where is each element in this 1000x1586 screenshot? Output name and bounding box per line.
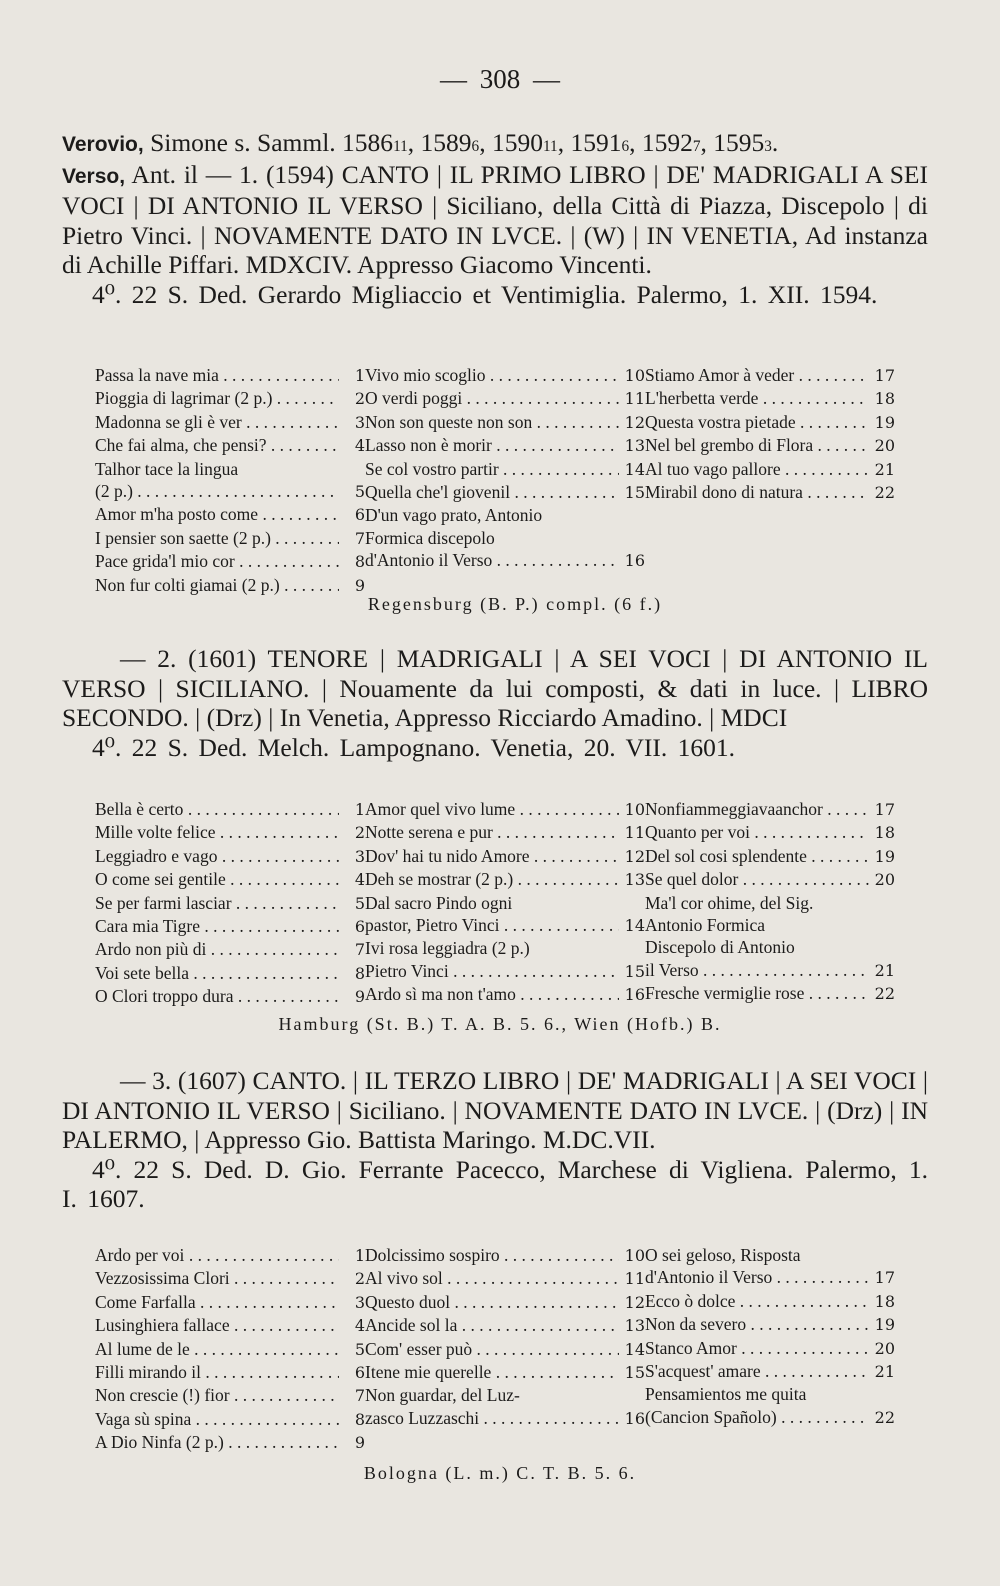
- index-entry: [645, 982, 895, 1005]
- index-entry-title: Voi sete bella . . .: [95, 962, 339, 984]
- index-entry: [95, 845, 365, 868]
- index-entry-number: 20: [874, 436, 895, 456]
- index-entry: [365, 960, 645, 983]
- index-entry-number: 17: [874, 800, 895, 819]
- index-entry-title: Ardo per voi . . .: [95, 1244, 339, 1266]
- index-entry: [365, 1338, 645, 1361]
- index-entry-number: 3: [354, 412, 365, 432]
- index-entry-title: Itene mie querelle . . .: [365, 1361, 619, 1383]
- index-entry: [645, 1313, 895, 1336]
- index-entry-title: A Dio Ninfa (2 p.) . . .: [95, 1431, 339, 1453]
- index-entry: [645, 1266, 895, 1289]
- index-entry-number: 8: [354, 552, 365, 572]
- index-entry-number: 1: [354, 1246, 365, 1265]
- index-entry-title: Questo duol . . .: [365, 1291, 619, 1313]
- verovio-name: Verovio,: [62, 133, 144, 156]
- index-entry-number: 1: [354, 800, 365, 819]
- index-entry: [95, 387, 365, 410]
- index-entry-number: 9: [354, 987, 365, 1007]
- index-entry-title: Se per farmi lasciar . . .: [95, 892, 339, 914]
- index-entry-number: 14: [624, 459, 645, 479]
- index-entry-title: Stiamo Amor à veder . . .: [645, 364, 869, 386]
- book1-col2: [365, 364, 645, 597]
- index-entry-title: Ecco ò dolce . . .: [645, 1290, 869, 1312]
- index-entry-number: 21: [874, 459, 895, 479]
- index-entry-number: 12: [624, 1292, 645, 1312]
- index-entry: [645, 868, 895, 891]
- index-entry-number: 19: [874, 846, 895, 866]
- index-entry-title: I pensier son saette (2 p.) . . .: [95, 527, 339, 549]
- book2-col1: [95, 798, 365, 1009]
- index-entry: [95, 821, 365, 844]
- index-entry-title: Se col vostro partir . . .: [365, 458, 619, 480]
- index-entry: [645, 914, 895, 936]
- index-entry-title: Ardo non più di . . .: [95, 938, 339, 960]
- index-entry-title: Vaga sù spina . . .: [95, 1408, 339, 1430]
- book1-title: Verso, Ant. il — 1. (1594) CANTO | IL PRIMO LIBRO | DE' MADRIGALI A SEI VOCI | DI ANTONIO IL VERSO | Siciliano, della Città di Piazza, Discepolo | di Pietro Vinci. | NOVAMENTE DATO IN LVCE. | (W) | IN VENETIA, Ad instanza di Achille Piffari. MDXCIV. Appresso Giacomo Vincenti.: [62, 159, 928, 279]
- index-entry-number: 19: [874, 412, 895, 432]
- index-entry-number: 5: [354, 893, 365, 913]
- index-entry-title: Nonfiammeggiavaanchor . . .: [645, 798, 869, 820]
- index-entry: [95, 892, 365, 915]
- verso-name: Verso,: [62, 164, 126, 188]
- index-entry-title: Che fai alma, che pensi? . . .: [95, 434, 339, 456]
- index-entry-number: 8: [354, 1409, 365, 1429]
- index-entry-number: 4: [354, 1316, 365, 1336]
- index-entry-title: il Verso . . .: [645, 959, 869, 981]
- index-entry-number: 8: [354, 963, 365, 983]
- index-entry-number: 5: [354, 482, 365, 502]
- index-entry-title: D'un vago prato, Antonio: [365, 505, 543, 526]
- index-entry-title: Del sol cosi splendente . . .: [645, 845, 869, 867]
- index-entry-title: Dolcissimo sospiro . . .: [365, 1244, 619, 1266]
- index-entry: [365, 481, 645, 504]
- book1-col1: [95, 364, 365, 597]
- index-entry-number: 16: [624, 1408, 645, 1428]
- index-entry: [645, 1383, 895, 1405]
- index-entry: [95, 962, 365, 985]
- index-entry-number: 1: [354, 366, 365, 385]
- index-entry-title: Non guardar, del Luz-: [365, 1385, 520, 1406]
- book3-location: Bologna (L. m.) C. T. B. 5. 6.: [363, 1463, 637, 1483]
- index-entry-title: Bella è certo . . .: [95, 798, 339, 820]
- index-entry: [645, 481, 895, 504]
- index-entry-title: pastor, Pietro Vinci . . .: [365, 914, 619, 936]
- book3-col3: [645, 1244, 895, 1455]
- index-entry-title: Mirabil dono di natura . . .: [645, 481, 869, 503]
- index-entry-number: 21: [874, 1362, 895, 1382]
- bibliography-entry-2: [62, 644, 928, 762]
- index-entry: [645, 892, 895, 914]
- index-entry-title: Deh se mostrar (2 p.) . . .: [365, 868, 619, 890]
- index-entry: [365, 504, 645, 526]
- index-entry-title: Amor m'ha posto come . . .: [95, 503, 339, 525]
- index-entry: [365, 1291, 645, 1314]
- index-entry-number: 18: [874, 389, 895, 409]
- index-entry-title: Al lume de le . . .: [95, 1338, 339, 1360]
- index-entry: [365, 1244, 645, 1267]
- index-entry: [365, 937, 645, 959]
- index-entry-title: Dal sacro Pindo ogni: [365, 892, 513, 913]
- index-entry: [645, 959, 895, 982]
- index-entry-number: 12: [624, 412, 645, 432]
- index-entry: [365, 411, 645, 434]
- index-entry-number: 18: [874, 1291, 895, 1311]
- index-entry: [365, 387, 645, 410]
- book3-index: [95, 1244, 895, 1455]
- index-entry-title: Discepolo di Antonio: [645, 937, 795, 958]
- index-entry-number: 5: [354, 1339, 365, 1359]
- index-entry: [365, 892, 645, 914]
- index-entry-number: 16: [624, 985, 645, 1005]
- index-entry: [95, 1244, 365, 1267]
- bibliography-entry-3: [62, 1066, 928, 1214]
- index-entry-number: 6: [354, 1363, 365, 1383]
- index-entry: [365, 845, 645, 868]
- index-entry-title: Talhor tace la lingua: [95, 458, 239, 479]
- index-entry-title: Leggiadro e vago . . .: [95, 845, 339, 867]
- index-entry-title: Formica discepolo: [365, 527, 495, 548]
- index-entry-title: Quella che'l giovenil . . .: [365, 481, 619, 503]
- index-entry-title: L'herbetta verde . . .: [645, 387, 869, 409]
- index-entry-number: 18: [874, 823, 895, 843]
- index-entry: [365, 1384, 645, 1406]
- index-entry-title: Com' esser può . . .: [365, 1338, 619, 1360]
- book2-location: Hamburg (St. B.) T. A. B. 5. 6., Wien (Hofb.) B.: [278, 1014, 722, 1034]
- book1-col3: [645, 364, 895, 597]
- index-entry: [645, 798, 895, 821]
- index-entry-number: 7: [354, 528, 365, 548]
- index-entry: [95, 364, 365, 387]
- index-entry-title: O Clori troppo dura . . .: [95, 985, 339, 1007]
- page-number: — 308 —: [440, 64, 560, 94]
- index-entry-number: 22: [874, 984, 895, 1004]
- index-entry: [645, 434, 895, 457]
- index-entry-number: 17: [874, 1268, 895, 1288]
- index-entry-number: 20: [874, 1338, 895, 1358]
- index-entry-number: 19: [874, 1315, 895, 1335]
- book2-format: 4⁰. 22 S. Ded. Melch. Lampognano. Venetia, 20. VII. 1601.: [92, 732, 736, 762]
- index-entry: [95, 1408, 365, 1431]
- index-entry-title: S'acquest' amare . . .: [645, 1360, 869, 1382]
- index-entry-number: 3: [354, 846, 365, 866]
- book1-format: 4⁰. 22 S. Ded. Gerardo Migliaccio et Ventimiglia. Palermo, 1. XII. 1594.: [92, 279, 878, 309]
- index-entry-number: 11: [624, 1269, 645, 1289]
- book1-location: Regensburg (B. P.) compl. (6 f.): [367, 594, 663, 614]
- book2-col2: [365, 798, 645, 1009]
- index-entry: [365, 549, 645, 572]
- book3-col2: [365, 1244, 645, 1455]
- index-entry: [95, 527, 365, 550]
- index-entry-number: 7: [354, 1386, 365, 1406]
- index-entry: [645, 1290, 895, 1313]
- index-entry-number: 10: [624, 1246, 645, 1265]
- index-entry-number: 10: [624, 366, 645, 385]
- index-entry: [95, 503, 365, 526]
- index-entry-title: Non son queste non son . . .: [365, 411, 619, 433]
- index-entry-number: 17: [874, 366, 895, 385]
- index-entry-title: Ardo sì ma non t'amo . . .: [365, 983, 619, 1005]
- index-entry: [95, 1267, 365, 1290]
- index-entry-number: 4: [354, 870, 365, 890]
- index-entry-number: 3: [354, 1292, 365, 1312]
- index-entry: [95, 550, 365, 573]
- index-entry-title: zasco Luzzaschi . . .: [365, 1407, 619, 1429]
- index-entry-number: 6: [354, 505, 365, 525]
- index-entry: [645, 458, 895, 481]
- index-entry-title: Non crescie (!) fior . . .: [95, 1384, 339, 1406]
- index-entry-title: (Cancion Spañolo) . . .: [645, 1406, 869, 1428]
- index-entry-title: Vezzosissima Clori . . .: [95, 1267, 339, 1289]
- index-entry: [645, 387, 895, 410]
- index-entry: [95, 868, 365, 891]
- index-entry-title: Lusinghiera fallace . . .: [95, 1314, 339, 1336]
- index-entry: [95, 411, 365, 434]
- index-entry: [95, 1361, 365, 1384]
- index-entry-number: 2: [354, 823, 365, 843]
- index-entry: [95, 1338, 365, 1361]
- book1-index: [95, 364, 895, 597]
- book3-format: 4⁰. 22 S. Ded. D. Gio. Ferrante Pacecco, Marchese di Vigliena. Palermo, 1. I. 1607.: [62, 1154, 928, 1213]
- index-entry-title: Amor quel vivo lume . . .: [365, 798, 619, 820]
- index-entry: [645, 821, 895, 844]
- index-entry-title: Pensamientos me quita: [645, 1384, 807, 1405]
- book2-col3: [645, 798, 895, 1009]
- index-entry: [365, 458, 645, 481]
- index-entry: [365, 983, 645, 1006]
- index-entry-title: Questa vostra pietade . . .: [645, 411, 869, 433]
- index-entry: [95, 938, 365, 961]
- index-entry-title: (2 p.) . . .: [95, 480, 339, 502]
- index-entry-title: Passa la nave mia . . .: [95, 364, 339, 386]
- index-entry-title: Quanto per voi . . .: [645, 821, 869, 843]
- index-entry: [95, 1314, 365, 1337]
- index-entry-number: 11: [624, 823, 645, 843]
- index-entry-number: 9: [354, 575, 365, 595]
- index-entry-number: 2: [354, 389, 365, 409]
- index-entry-number: 14: [624, 1339, 645, 1359]
- index-entry-number: 7: [354, 940, 365, 960]
- index-entry: [645, 411, 895, 434]
- index-entry-title: Pace grida'l mio cor . . .: [95, 550, 339, 572]
- index-entry: [365, 1361, 645, 1384]
- index-entry-number: 15: [624, 1363, 645, 1383]
- index-entry: [365, 821, 645, 844]
- index-entry: [95, 1384, 365, 1407]
- index-entry-title: Mille volte felice . . .: [95, 821, 339, 843]
- book3-title: — 3. (1607) CANTO. | IL TERZO LIBRO | DE' MADRIGALI | A SEI VOCI | DI ANTONIO IL VERSO | Siciliano. | NOVAMENTE DATO IN LVCE. | (Drz) | IN PALERMO, | Appresso Gio. Battista Maringo. M.DC.VII.: [62, 1066, 928, 1154]
- index-entry-title: Notte serena e pur . . .: [365, 821, 619, 843]
- index-entry-title: Pioggia di lagrimar (2 p.) . . .: [95, 387, 339, 409]
- index-entry: [365, 364, 645, 387]
- index-entry: [645, 364, 895, 387]
- index-entry-title: Lasso non è morir . . .: [365, 434, 619, 456]
- index-entry-number: 22: [874, 483, 895, 503]
- index-entry-title: Nel bel grembo di Flora . . .: [645, 434, 869, 456]
- index-entry-number: 9: [354, 1433, 365, 1453]
- index-entry-title: Madonna se gli è ver . . .: [95, 411, 339, 433]
- index-entry-title: Stanco Amor . . .: [645, 1337, 869, 1359]
- verovio-line: Verovio, Simone s. Samml. 1586$^{11}$, 1589$^6$, 1590$^{11}$, 1591$^6$, 1592$^7$, 1595$^3$.: [62, 128, 779, 157]
- index-entry-number: 20: [874, 870, 895, 890]
- index-entry: [365, 434, 645, 457]
- index-entry-title: Dov' hai tu nido Amore . . .: [365, 845, 619, 867]
- index-entry: [645, 1360, 895, 1383]
- index-entry-number: 14: [624, 916, 645, 936]
- index-entry: [95, 458, 365, 480]
- index-entry: [95, 434, 365, 457]
- index-entry: [365, 868, 645, 891]
- index-entry-number: 12: [624, 846, 645, 866]
- index-entry-number: 13: [624, 436, 645, 456]
- index-entry-title: O sei geloso, Risposta: [645, 1245, 801, 1265]
- index-entry-title: Al vivo sol . . .: [365, 1267, 619, 1289]
- index-entry-number: 21: [874, 960, 895, 980]
- index-entry-number: 15: [624, 483, 645, 503]
- index-entry-number: 13: [624, 870, 645, 890]
- index-entry: [95, 1291, 365, 1314]
- index-entry: [365, 798, 645, 821]
- index-entry-number: 10: [624, 800, 645, 819]
- index-entry-number: 6: [354, 917, 365, 937]
- index-entry: [95, 985, 365, 1008]
- book2-title: — 2. (1601) TENORE | MADRIGALI | A SEI VOCI | DI ANTONIO IL VERSO | SICILIANO. | Nouamente da lui composti, & dati in luce. | LIBRO SECONDO. | (Drz) | In Venetia, Appresso Ricciardo Amadino. | MDCI: [62, 644, 928, 732]
- index-entry-number: 22: [874, 1407, 895, 1427]
- index-entry: [95, 915, 365, 938]
- index-entry: [645, 845, 895, 868]
- index-entry-title: Fresche vermiglie rose . . .: [645, 982, 869, 1004]
- index-entry-number: 2: [354, 1269, 365, 1289]
- index-entry-title: Vivo mio scoglio . . .: [365, 364, 619, 386]
- book3-col1: [95, 1244, 365, 1455]
- index-entry-title: Ivi rosa leggiadra (2 p.): [365, 938, 530, 959]
- index-entry: [365, 914, 645, 937]
- index-entry-title: Antonio Formica: [645, 915, 766, 936]
- index-entry-title: d'Antonio il Verso . . .: [365, 549, 619, 571]
- index-entry: [645, 1406, 895, 1429]
- index-entry-title: Non da severo . . .: [645, 1313, 869, 1335]
- index-entry: [645, 936, 895, 958]
- index-entry-number: 15: [624, 961, 645, 981]
- index-entry-title: Ancide sol la . . .: [365, 1314, 619, 1336]
- index-entry: [95, 798, 365, 821]
- index-entry-number: 11: [624, 389, 645, 409]
- index-entry-title: Ma'l cor ohime, del Sig.: [645, 892, 814, 913]
- index-entry-title: Cara mia Tigre . . .: [95, 915, 339, 937]
- index-entry: [365, 527, 645, 549]
- book2-index: [95, 798, 895, 1009]
- index-entry-title: Se quel dolor . . .: [645, 868, 869, 890]
- index-entry-title: Filli mirando il . . .: [95, 1361, 339, 1383]
- index-entry: [95, 1431, 365, 1454]
- index-entry-title: Al tuo vago pallore . . .: [645, 458, 869, 480]
- index-entry: [645, 1244, 895, 1266]
- index-entry-title: Non fur colti giamai (2 p.) . . .: [95, 574, 339, 596]
- index-entry: [365, 1314, 645, 1337]
- index-entry: [365, 1267, 645, 1290]
- index-entry-title: O verdi poggi . . .: [365, 387, 619, 409]
- index-entry-number: 13: [624, 1316, 645, 1336]
- index-entry-number: 4: [354, 436, 365, 456]
- index-entry-title: O come sei gentile . . .: [95, 868, 339, 890]
- index-entry-number: 16: [624, 551, 645, 571]
- index-entry: [645, 1337, 895, 1360]
- index-entry-title: Come Farfalla . . .: [95, 1291, 339, 1313]
- bibliography-entry-1: [62, 128, 928, 309]
- index-entry-title: d'Antonio il Verso . . .: [645, 1266, 869, 1288]
- index-entry: [365, 1407, 645, 1430]
- index-entry: [95, 480, 365, 503]
- index-entry-title: Pietro Vinci . . .: [365, 960, 619, 982]
